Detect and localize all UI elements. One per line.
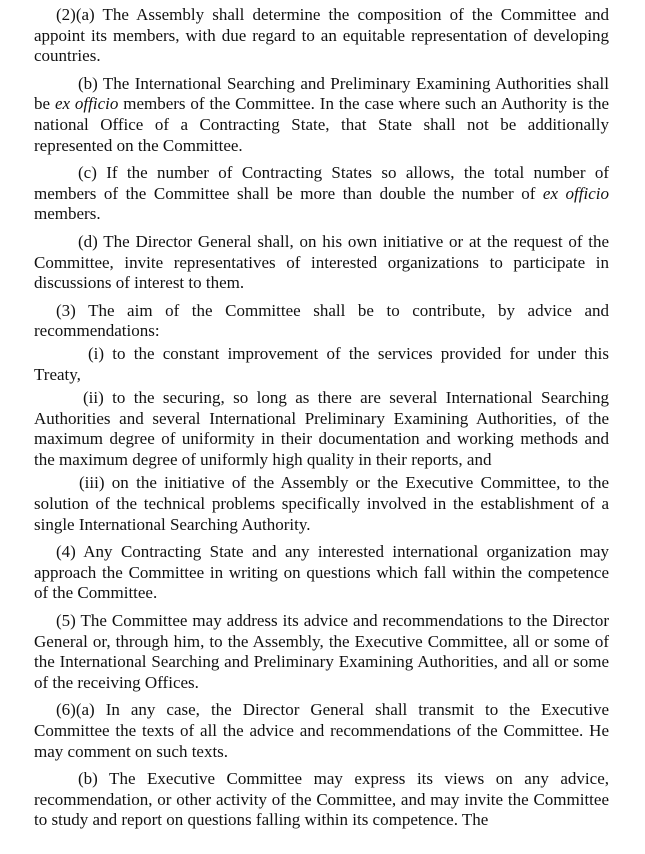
paragraph-2c [34, 163, 609, 225]
paragraph-3: (3) The aim of the Committee shall be to contribute, by advice and recommendations: [34, 300, 609, 341]
paragraph-2b-text-start: (b) The International Searching and Preliminary Examining Authorities shall be [34, 73, 609, 114]
paragraph-2b-italic-term: ex officio [54, 94, 119, 114]
paragraph-2a: (2)(a) The Assembly shall determine the composition of the Committee and appoint its members, with due regard to an equitable representation of developing countries. [34, 5, 609, 66]
paragraph-4: (4) Any Contracting State and any interested international organization may approach the Committee in writing on questions which fall within the competence of the Committee. [34, 542, 609, 603]
paragraph-2b [34, 74, 609, 156]
paragraph-2c-text-end: members. [34, 204, 101, 224]
paragraph-2b-text-end: members of the Committee. In the case where such an Authority is the national Office of a Contracting State, that State shall not be additionally represented on the Committee. [34, 94, 610, 155]
paragraph-2c-text-start: (c) If the number of Contracting States so allows, the total number of members of the Committee shall be more than double the number of [34, 163, 609, 203]
paragraph-3-item-i: (i) to the constant improvement of the services provided for under this Treaty, [34, 343, 609, 384]
paragraph-3-item-ii: (ii) to the securing, so long as there are several International Searching Authorities and several International Preliminary Examining Authorities, of the maximum degree of uniformity in their documentation and working methods and the maximum degree of uniformly high quality in their reports, and [34, 388, 609, 469]
paragraph-2c-italic-term: ex officio [542, 183, 609, 203]
paragraph-5: (5) The Committee may address its advice and recommendations to the Director General or, through him, to the Assembly, the Executive Committee, all or some of the International Searching and Preliminary Examining Authorities, and all or some of the receiving Offices. [34, 611, 609, 692]
paragraph-3-item-iii: (iii) on the initiative of the Assembly or the Executive Committee, to the solution of the technical problems specifically involved in the establishment of a single International Searching Authority. [34, 473, 609, 534]
paragraph-6b: (b) The Executive Committee may express its views on any advice, recommendation, or other activity of the Committee, and may invite the Committee to study and report on questions falling within its competence. The [34, 769, 609, 830]
paragraph-6a: (6)(a) In any case, the Director General shall transmit to the Executive Committee the texts of all the advice and recommendations of the Committee. He may comment on such texts. [34, 700, 609, 761]
paragraph-2d: (d) The Director General shall, on his own initiative or at the request of the Committee, invite representatives of interested organizations to participate in discussions of interest to them. [34, 231, 609, 293]
